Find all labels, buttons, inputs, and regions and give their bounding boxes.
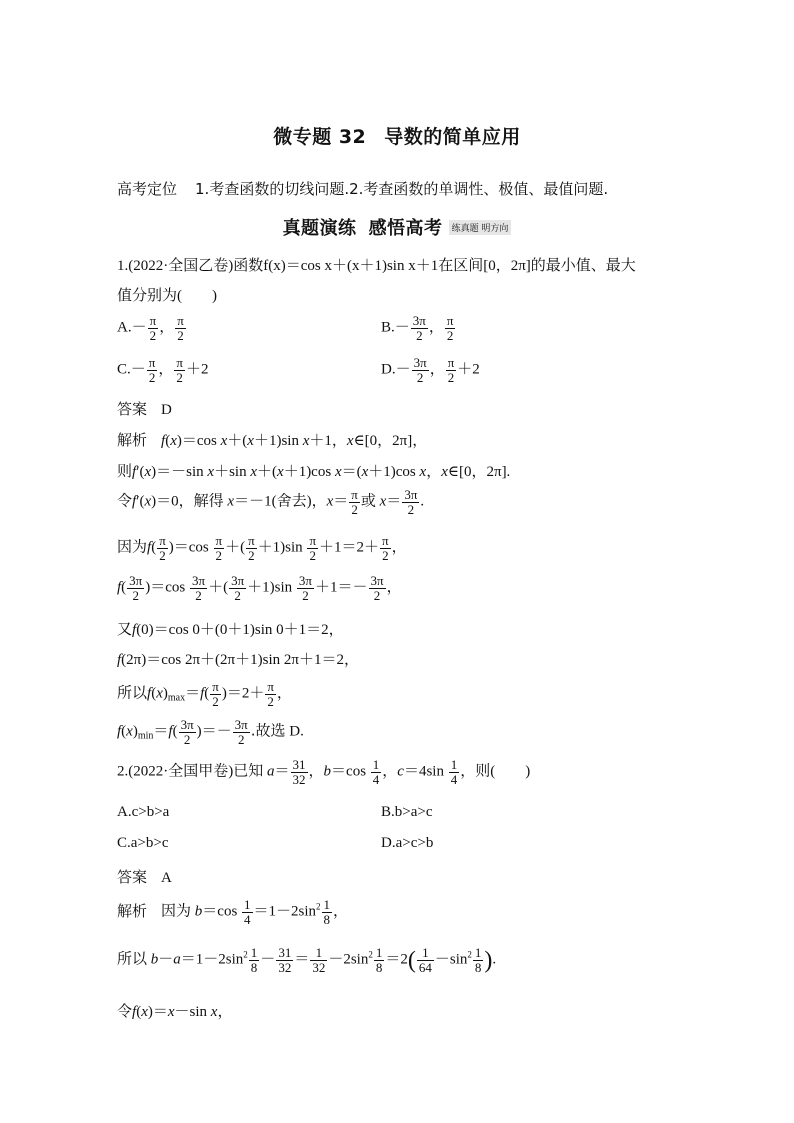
q1-option-b: B.－ $\frac{3\pi}{2}$ ， $\frac{\pi}{2}$ — [381, 313, 454, 343]
exam-focus-label: 高考定位 — [117, 180, 178, 198]
q2-analysis-line3: 令f(x)＝x－sin x， — [117, 1002, 233, 1020]
title-name: 导数的简单应用 — [384, 126, 521, 148]
q1-analysis-label: 解析 — [117, 431, 148, 449]
q1-analysis-line3: 令f′(x)＝0，解得 x＝－1(舍去)，x＝ $\frac{\pi}{2}$ 或 x＝ $\frac{3\pi}{2}$ . — [117, 487, 425, 517]
q2-answer-label: 答案 — [117, 868, 148, 886]
exam-focus-text: 1.考查函数的切线问题.2.考查函数的单调性、极值、最值问题. — [195, 180, 609, 198]
q1-analysis-line9: $f(x)_{min}=f$( $\frac{3\pi}{2}$ )＝－ $\frac{3\pi}{2}$ .故选 D. — [117, 717, 304, 747]
q1-analysis-line4: 因为f( $\frac{\pi}{2}$ )＝cos $\frac{\pi}{2}$ ＋( $\frac{\pi}{2}$ ＋1)sin $\frac{\pi}{2}$ ＋1＝2＋ $\frac{\pi}{2}$ ， — [117, 533, 407, 563]
q2-stem-prefix: 2.(2022·全国甲卷)已知 — [117, 763, 264, 780]
q2-stem-suffix: ，则( ) — [460, 763, 531, 780]
q1-option-c: C.－ $\frac{\pi}{2}$ ， $\frac{\pi}{2}$ ＋2 — [117, 355, 209, 385]
q2-option-c: C.a>b>c — [117, 835, 169, 851]
q2-answer-value: A — [161, 870, 172, 886]
q1-analysis-line5: f( $\frac{3\pi}{2}$ )＝cos $\frac{3\pi}{2}$ ＋( $\frac{3\pi}{2}$ ＋1)sin $\frac{3\pi}{2}$ ＋1＝－ $\frac{3\pi}{2}$ ， — [117, 573, 402, 603]
q2-analysis-line1: 解析 因为 b＝cos $\frac{1}{4}$ $=1-2\sin^2$ $\frac{1}{8}$ ， — [117, 897, 349, 927]
title-prefix: 微专题 32 — [273, 126, 367, 148]
exam-focus — [117, 178, 608, 199]
q2-option-a: A.c>b>a — [117, 804, 170, 820]
q2-answer — [117, 866, 172, 887]
section-title-b: 感悟高考 — [368, 218, 443, 239]
q1-answer-value: D — [161, 402, 172, 418]
q1-analysis-line1: 解析 f(x)＝cos x＋(x＋1)sin x＋1，x∈[0，2π]， — [117, 431, 428, 449]
q2-analysis-line2: 所以 $b-a=1-2\sin^2$ $\frac{1}{8}$ － $\frac{31}{32}$ ＝ $\frac{1}{32}$ $-2\sin^2$ $\frac{1}{8}$ ＝2( $\frac{1}{64}$ $-\sin^2$ $\frac{1}{8}$ ). — [117, 945, 497, 975]
q2-option-b: B.b>a>c — [381, 804, 433, 820]
q1-option-c-label: C. — [117, 361, 131, 378]
q1-option-d: D.－ $\frac{3\pi}{2}$ ， $\frac{\pi}{2}$ ＋2 — [381, 355, 480, 385]
q1-answer-label: 答案 — [117, 400, 148, 418]
q1-stem-line1: 1.(2022·全国乙卷)函数f(x)＝cos x＋(x＋1)sin x＋1在区间[0，2π]的最小值、最大 — [117, 258, 636, 274]
section-title-a: 真题演练 — [282, 218, 357, 239]
q1-analysis-line8: 所以$f(x)_{max}=f$( $\frac{\pi}{2}$ )＝2＋ $\frac{\pi}{2}$ ， — [117, 679, 292, 709]
q2-analysis-label: 解析 — [117, 901, 148, 920]
q1-stem-line2: 值分别为( ) — [117, 288, 217, 304]
q2-option-d: D.a>c>b — [381, 835, 434, 851]
q1-option-b-label: B. — [381, 319, 395, 336]
q1-analysis-line2: 则f′(x)＝－sin x＋sin x＋(x＋1)cos x＝(x＋1)cos x，x∈[0，2π]. — [117, 462, 511, 480]
q1-option-a-label: A. — [117, 319, 132, 336]
q1-analysis-line7: f(2π)＝cos 2π＋(2π＋1)sin 2π＋1＝2， — [117, 652, 359, 668]
q1-option-a: A.－ $\frac{\pi}{2}$ ， $\frac{\pi}{2}$ — [117, 313, 184, 343]
q1-answer — [117, 398, 172, 419]
q1-analysis-line6: 又f(0)＝cos 0＋(0＋1)sin 0＋1＝2， — [117, 620, 344, 638]
page-title — [0, 122, 794, 149]
section-tag: 练真题 明方向 — [449, 220, 512, 235]
q1-option-d-label: D. — [381, 361, 396, 378]
section-heading — [0, 214, 794, 240]
q2-stem: 2.(2022·全国甲卷)已知 a＝ $\frac{31}{32}$ ，b＝cos $\frac{1}{4}$ ，c＝4sin $\frac{1}{4}$ ，则( ) — [117, 757, 531, 787]
